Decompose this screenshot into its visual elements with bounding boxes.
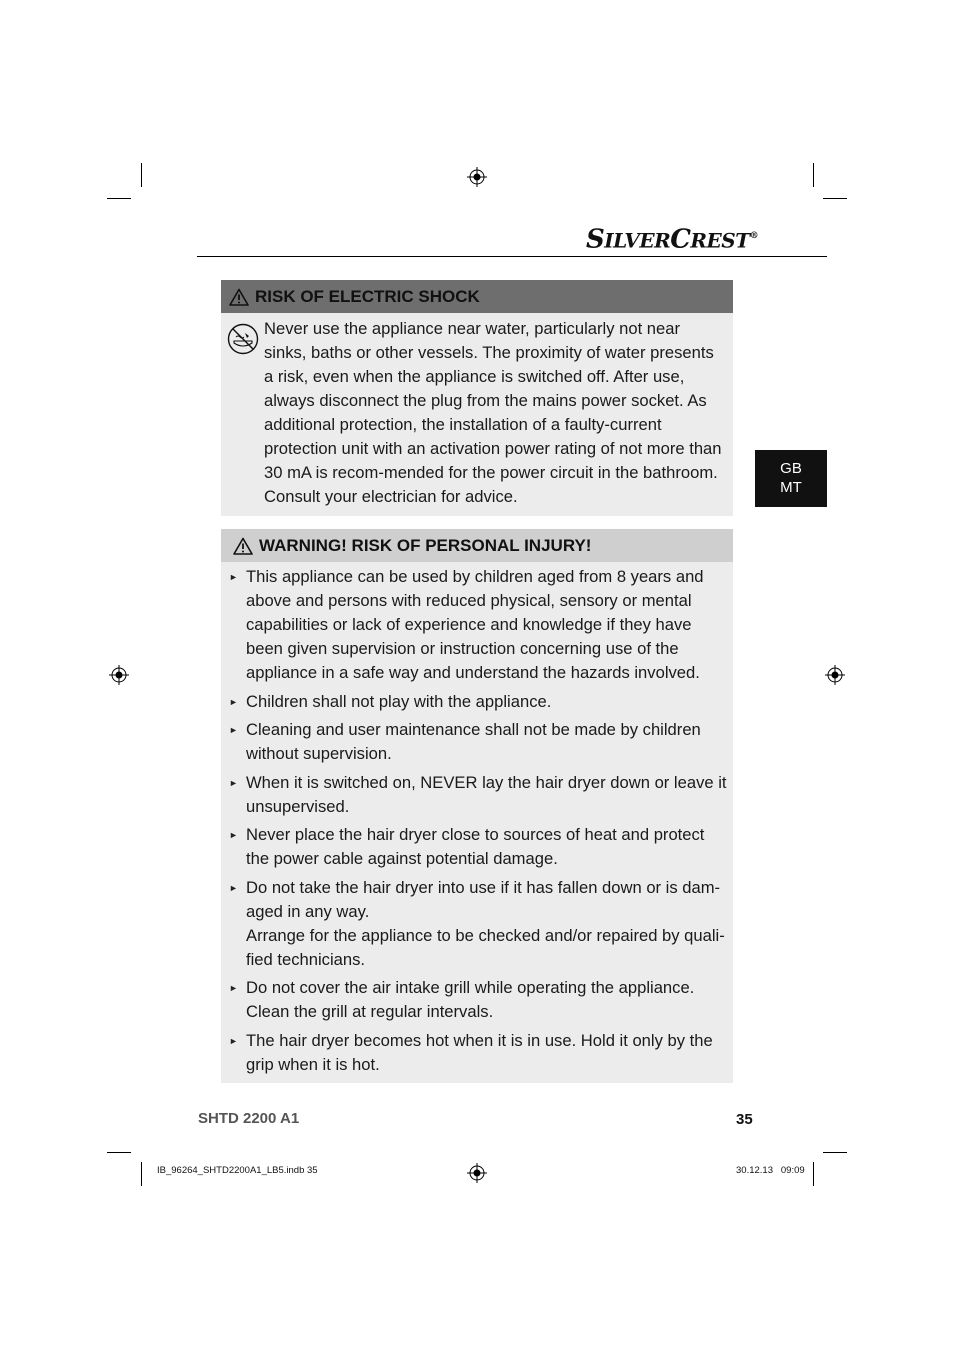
language-code: GB: [780, 460, 802, 477]
list-item-text: [246, 1029, 727, 1077]
list-item: [229, 823, 727, 871]
warning-triangle-icon: [229, 288, 249, 306]
language-code: MT: [780, 479, 802, 496]
bullet-marker-icon: ►: [229, 830, 238, 840]
brand-logo: SILVERCREST®: [586, 224, 759, 255]
electric-shock-text: Never use the appliance near water, particularly not near sinks, baths or other vessels. The proximity of water presents a risk, even when the appliance is switched off. After use, always disconnect the plug from the mains power socket. As additional protection, the installation of a faulty-current protection unit with an activation power rating of not more than 30 mA is recom-mended for the power circuit in the bathroom. Consult your electrician for advice.: [264, 319, 722, 506]
electric-shock-header: [221, 280, 733, 313]
registration-mark-icon: [467, 167, 487, 187]
crop-mark: [823, 1152, 847, 1153]
crop-mark: [823, 198, 847, 199]
list-item-line: Arrange for the appliance to be checked and/or repaired by quali-fied technicians.: [246, 925, 725, 969]
list-item-text: [246, 565, 727, 685]
warning-triangle-icon: [233, 537, 253, 555]
list-item-line: Do not take the hair dryer into use if it has fallen down or is dam-aged in any way.: [246, 877, 721, 921]
list-item: [229, 771, 727, 819]
language-tab: [755, 450, 827, 507]
list-item-text: [246, 823, 727, 871]
bullet-marker-icon: ►: [229, 882, 238, 893]
list-item-line: Never place the hair dryer close to sources of heat and protect the power cable against potential damage.: [246, 825, 705, 868]
bullet-marker-icon: ►: [229, 983, 238, 993]
list-item-text: [246, 771, 727, 819]
list-item-line: Cleaning and user maintenance shall not be made by children without supervision.: [246, 720, 701, 763]
crop-mark: [813, 163, 814, 187]
list-item: [229, 718, 727, 766]
no-water-use-icon: [227, 323, 259, 355]
crop-mark: [107, 198, 131, 199]
bullet-marker-icon: ►: [229, 777, 238, 788]
personal-injury-warning-box: [221, 529, 733, 1083]
bullet-marker-icon: ►: [229, 696, 238, 707]
list-item-line: Do not cover the air intake grill while operating the appliance. Clean the grill at regular intervals.: [246, 978, 695, 1021]
list-item-line: This appliance can be used by children aged from 8 years and above and persons with reduced physical, sensory or mental capabilities or lack of experience and knowledge if they have been given supervision or instruction concerning use of the appliance in a safe way and understand the hazards involved.: [246, 567, 704, 682]
list-item-text: [246, 718, 727, 766]
electric-shock-warning-box: [221, 280, 733, 516]
bullet-marker-icon: ►: [229, 572, 238, 582]
page-number: 35: [736, 1111, 753, 1128]
list-item-text: [246, 876, 727, 972]
list-item: [229, 876, 727, 972]
registration-mark-icon: [109, 665, 129, 685]
personal-injury-header: [221, 529, 733, 562]
list-item: [229, 976, 727, 1024]
bullet-marker-icon: ►: [229, 725, 238, 735]
electric-shock-title: RISK OF ELECTRIC SHOCK: [255, 286, 480, 306]
header-rule: [197, 256, 827, 257]
print-slug-date: 30.12.13 09:09: [736, 1165, 805, 1176]
crop-mark: [107, 1152, 131, 1153]
model-number: SHTD 2200 A1: [198, 1110, 300, 1127]
list-item-line: Children shall not play with the appliance.: [246, 691, 552, 711]
list-item: [229, 1029, 727, 1077]
list-item-text: [246, 976, 727, 1024]
list-item: [229, 690, 727, 714]
crop-mark: [141, 163, 142, 187]
crop-mark: [141, 1162, 142, 1186]
crop-mark: [813, 1162, 814, 1186]
list-item-line: The hair dryer becomes hot when it is in use. Hold it only by the grip when it is hot.: [246, 1030, 713, 1074]
list-item: [229, 565, 727, 685]
print-slug-file: IB_96264_SHTD2200A1_LB5.indb 35: [157, 1165, 318, 1176]
bullet-marker-icon: ►: [229, 1035, 238, 1046]
bullet-list: [221, 562, 733, 1086]
registration-mark-icon: [825, 665, 845, 685]
registration-mark-icon: [467, 1163, 487, 1183]
list-item-text: [246, 690, 727, 714]
personal-injury-title: WARNING! RISK OF PERSONAL INJURY!: [259, 535, 592, 555]
list-item-line: When it is switched on, NEVER lay the hair dryer down or leave it unsupervised.: [246, 772, 727, 816]
